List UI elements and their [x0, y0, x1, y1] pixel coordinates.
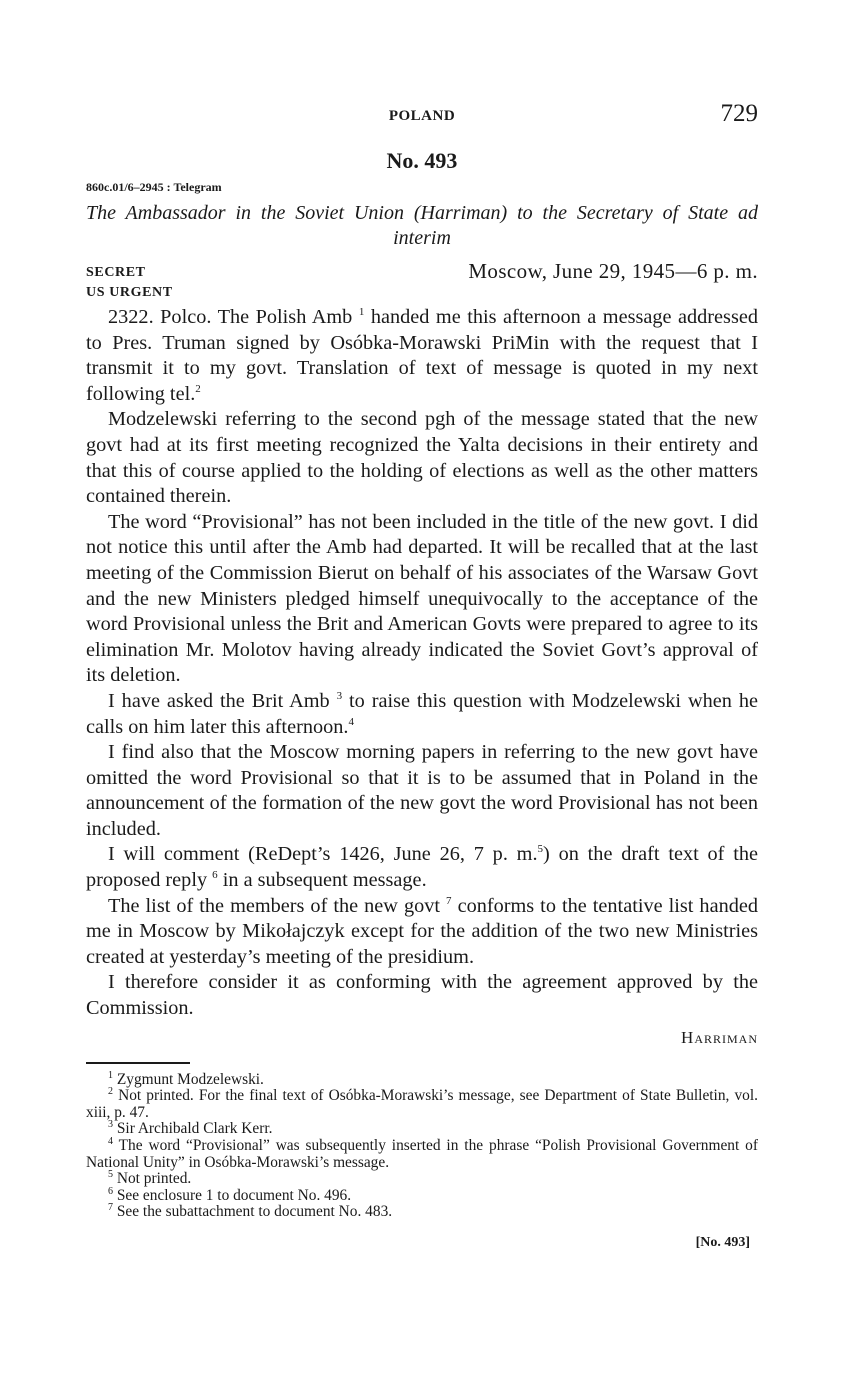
footnote-2: $^2$ Not printed. For the final text of Osóbka-Morawski’s message, see Department of State Bulletin, vol. xiii, p. 47. [86, 1086, 758, 1121]
running-header [86, 100, 758, 134]
footnotes [86, 1069, 759, 1221]
footnote-6: $^6$ See enclosure 1 to document No. 496. [108, 1185, 352, 1204]
footnote-ref: 1 [358, 306, 365, 319]
footnote-ref: 2 [195, 383, 201, 396]
footnote-4: $^4$ The word “Provisional” was subsequently inserted in the phrase “Polish Provisional Government of National Unity” in Osóbka-Morawski’s message. [86, 1135, 759, 1171]
page-number: 729 [720, 100, 758, 127]
file-reference: 860c.01/6–2945 : Telegram [86, 180, 222, 194]
telegram-body [86, 305, 758, 1022]
precedence-label: US URGENT [86, 285, 173, 300]
paragraph-3: The word “Provisional” has not been included in the title of the new govt. I did not notice this until after the Amb had departed. It will be recalled that at the last meeting of the Commission Bierut on behalf of his associates of the Warsaw Govt and the new Ministers pledged himself unequivocally to the acceptance of the word Provisional unless the Brit and American Govts were prepared to agree to its elimination Mr. Molotov having already indicated the Soviet Govt’s approval of its deletion. [86, 510, 758, 687]
footnote-ref: 5 [537, 843, 544, 856]
paragraph-4: I have asked the Brit Amb $^3$ to raise this question with Modzelewski when he calls on him later this afternoon.$^4$ [86, 689, 758, 738]
classification-row [86, 259, 758, 285]
footnote-1: $^1$ Zygmunt Modzelewski. [108, 1069, 264, 1088]
signature: Harriman [681, 1027, 758, 1047]
footnote-5: $^5$ Not printed. [108, 1169, 192, 1188]
document-number: No. 493 [386, 148, 458, 173]
paragraph-5: I find also that the Moscow morning papers in referring to the new govt have omitted the word Provisional so that it is to be assumed that in Poland in the announcement of the formation of the new govt the word Provisional has not been included. [86, 741, 758, 840]
paragraph-6: I will comment (ReDept’s 1426, June 26, 7 p. m.$^5$) on the draft text of the proposed reply $^6$ in a subsequent message. [86, 843, 759, 892]
document-heading: The Ambassador in the Soviet Union (Harriman) to the Secretary of State ad interim [86, 202, 758, 249]
paragraph-8: I therefore consider it as conforming with the agreement approved by the Commission. [86, 971, 758, 1020]
footnote-ref: 3 [336, 690, 343, 703]
footnote-ref: 4 [348, 715, 354, 728]
paragraph-2: Modzelewski referring to the second pgh of the message stated that the new govt had at its first meeting recognized the Yalta decisions in their entirety and that this of course applied to the holding of elections as well as the other matters contained therein. [86, 408, 758, 508]
footnote-3: $^3$ Sir Archibald Clark Kerr. [108, 1119, 273, 1138]
footnote-ref: 7 [446, 894, 452, 907]
paragraph-7: The list of the members of the new govt $^7$ conforms to the tentative list handed me in Moscow by Mikołajczyk except for the addition of the two new Ministries created at yesterday’s meeting of the presidium. [86, 894, 759, 968]
footnote-ref: 6 [212, 869, 218, 882]
footnote-divider [86, 1062, 190, 1064]
document-page [86, 100, 758, 1251]
paragraph-1: 2322. Polco. The Polish Amb $^1$ handed me this afternoon a message addressed to Pres. Truman signed by Osóbka-Morawski PriMin with the request that I transmit it to my govt. Translation of text of message is quoted in my next following tel.$^2$ [86, 306, 758, 405]
footnote-7: $^7$ See the subattachment to document No. 483. [108, 1202, 393, 1221]
classification-label: SECRET [86, 265, 146, 280]
document-reference-footer: [No. 493] [695, 1234, 750, 1250]
dateline: Moscow, June 29, 1945—6 p. m. [468, 259, 758, 283]
running-title: POLAND [388, 108, 456, 124]
